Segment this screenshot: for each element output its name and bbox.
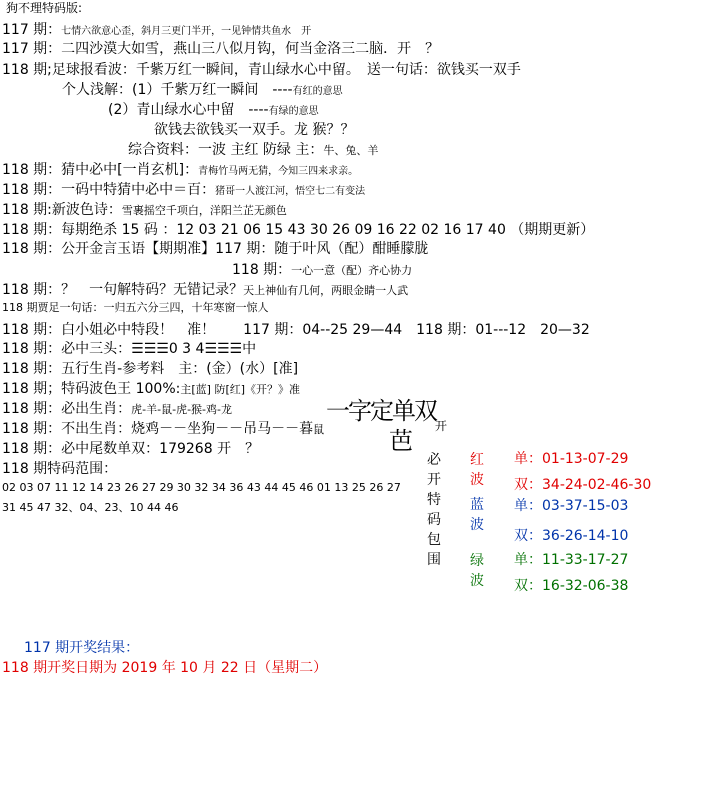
line-wave-king — [2, 381, 300, 397]
blue-single-numbers: 单：03-37-15-03 — [514, 498, 629, 514]
single-double-heading: 一字定单双 — [326, 397, 436, 425]
line-three-heads: 118 期：必中三头：☰☰☰0 3 4☰☰☰中 — [2, 341, 257, 357]
zodiac-text: 鼠 — [313, 423, 325, 436]
single-double-char: 芭 — [389, 427, 413, 455]
label: 118 期：？ 一句解特码？无错记录？ — [2, 282, 244, 298]
zodiac-list: 虎-羊-鼠-虎-猴-鸡-龙 — [131, 403, 232, 416]
summary-zodiacs: 牛、兔、羊 — [323, 144, 379, 157]
line-zodiac-riddle — [2, 162, 358, 178]
range-numbers-row-1: 02 03 07 11 12 14 23 26 27 29 30 32 34 36 43 44 45 46 01 13 25 26 27 — [2, 481, 401, 494]
label: 118 期：一码中特猜中必中＝百： — [2, 182, 216, 198]
line-118-pair — [232, 262, 412, 278]
riddle-text: 青梅竹马两无猜，今知三四来求亲。 — [198, 166, 359, 177]
line-five-elements: 118 期：五行生肖-参考料 主：(金）(水）[准] — [2, 361, 299, 377]
line-range-title: 118 期特码范围： — [2, 461, 118, 477]
draw-result-label: 117 期开奖结果： — [24, 640, 140, 656]
page-title: 狗不理特码版: — [6, 1, 83, 15]
label: 118 期： — [232, 262, 292, 278]
green-single-numbers: 单：11-33-17-27 — [514, 552, 629, 568]
period-label: 117 期： — [2, 22, 62, 38]
must-open-vertical-label: 必开特码包围 — [427, 452, 441, 568]
line-not-zodiac — [2, 421, 324, 437]
riddle-text: 天上神仙有几何，两眼金睛一人武 — [243, 284, 409, 297]
label: 118 期:新波色诗： — [2, 202, 122, 218]
range-numbers-row-2: 31 45 47 32、04、23、10 44 46 — [2, 501, 179, 514]
line-must-zodiac — [2, 401, 232, 417]
line-kill-15: 118 期：每期绝杀 15 码 ：12 03 21 06 15 43 30 26 09 16 22 02 16 17 40 （期期更新） — [2, 222, 595, 238]
label: 118 期：猜中必中[一肖玄机]： — [2, 162, 199, 178]
line-personal-note-2 — [108, 102, 319, 118]
line-summary — [128, 142, 378, 158]
red-single-numbers: 单：01-13-07-29 — [514, 451, 629, 467]
line-one-sentence: 118 期贾足一句话：一归五六分三四，十年寒窗一惊人 — [2, 301, 269, 314]
blue-wave-label: 蓝波 — [470, 497, 484, 533]
red-double-numbers: 双：34-24-02-46-30 — [514, 477, 652, 493]
note-text: (2）青山绿水心中留 ---- — [108, 102, 269, 118]
note-meaning: 有绿的意思 — [268, 106, 319, 117]
label: 118 期：必出生肖： — [2, 401, 132, 417]
wave-text: 主[蓝] 防[红]《开？》准 — [180, 383, 301, 396]
line-117-riddle: 117 期：二四沙漠大如雪，燕山三八似月钩，何当金洛三二脑．开 ？ — [2, 41, 440, 57]
single-double-open: 开 — [435, 419, 448, 433]
line-golden-words: 118 期：公开金言玉语【期期准】117 期：随于叶风（配）酣睡朦胧 — [2, 241, 429, 257]
line-118-football: 118 期;足球报看波：千紫万红一瞬间，青山绿水心中留。 送一句话：欲钱买一双手 — [2, 62, 521, 78]
riddle-text: 猪哥一人渡江河，悟空七二有变法 — [215, 186, 366, 197]
poem-text: 七情六欲意心歪，斜月三更门半开，一见钟情共鱼水 开 — [61, 26, 312, 37]
line-117-poem — [2, 22, 311, 38]
label: 118 期；特码波色王 100%: — [2, 381, 181, 397]
line-wave-poem — [2, 202, 287, 218]
line-special-section: 118 期：白小姐必中特段！ 准！ 117 期：04--25 29—44 118 期：01---12 20—32 — [2, 322, 590, 338]
line-riddle-code — [2, 282, 408, 298]
red-wave-label: 红波 — [470, 452, 484, 488]
line-personal-note-1 — [62, 82, 343, 98]
line-one-code — [2, 182, 365, 198]
blue-double-numbers: 双：36-26-14-10 — [514, 528, 629, 544]
green-wave-label: 绿波 — [470, 553, 484, 589]
poem-text: 雪裹摇空千项白，洋阳兰芷无颜色 — [121, 204, 287, 217]
green-double-numbers: 双：16-32-06-38 — [514, 578, 629, 594]
summary-text: 综合资料：一波 主红 防绿 主： — [128, 142, 324, 158]
label: 118 期：不出生肖：烧鸡－－坐狗－－吊马－－暮 — [2, 421, 314, 437]
draw-date: 118 期开奖日期为 2019 年 10 月 22 日（星期二） — [2, 660, 328, 676]
pair-text: 一心一意（配）齐心协力 — [291, 264, 413, 277]
note-meaning: 有红的意思 — [292, 86, 343, 97]
line-wish: 欲钱去欲钱买一双手。龙 猴？？ — [154, 122, 355, 138]
line-tail-numbers: 118 期：必中尾数单双：179268 开 ？ — [2, 441, 260, 457]
note-text: 个人浅解：(1）千紫万红一瞬间 ---- — [62, 82, 293, 98]
